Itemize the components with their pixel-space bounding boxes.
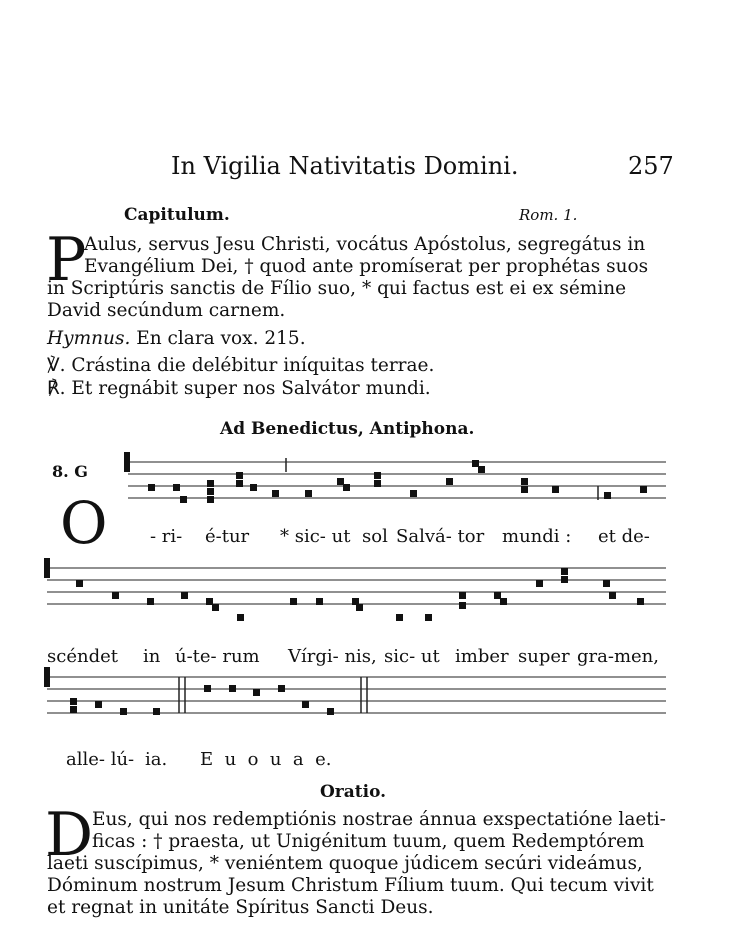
antiphon-mode: 8. G bbox=[52, 462, 88, 481]
antiphon-initial: O bbox=[60, 489, 108, 557]
lyric-differentia: E u o u a e. bbox=[200, 749, 332, 770]
lyric-syllable: gra-men, bbox=[577, 646, 659, 667]
oratio-line-2: ficas : † praesta, ut Unigénitum tuum, quem Redemptórem bbox=[92, 831, 645, 852]
lyric-syllable: super bbox=[518, 646, 570, 667]
lyric-syllable: ú-te- rum bbox=[175, 646, 260, 667]
lyric-syllable: * sic- ut bbox=[280, 526, 351, 547]
oratio-line-1: Eus, qui nos redemptiónis nostrae ánnua exspectatióne laeti- bbox=[92, 809, 666, 830]
capitulum-initial: P bbox=[46, 225, 87, 295]
oratio-line-3: laeti suscípimus, * veniéntem quoque júdicem secúri videámus, bbox=[47, 853, 643, 874]
lyric-syllable: imber bbox=[455, 646, 509, 667]
lyric-syllable: Salvá- tor bbox=[396, 526, 485, 547]
lyric-syllable: scéndet bbox=[47, 646, 118, 667]
lyric-syllable: ia. bbox=[145, 749, 168, 770]
hymnus-label: Hymnus. bbox=[47, 328, 131, 349]
response: ℟. Et regnábit super nos Salvátor mundi. bbox=[47, 378, 431, 399]
antiphon-heading: Ad Benedictus, Antiphona. bbox=[220, 419, 475, 439]
capitulum-line-2: Evangélium Dei, † quod ante promíserat per prophétas suos bbox=[84, 256, 649, 277]
page-number: 257 bbox=[628, 152, 674, 180]
lyric-syllable: et de- bbox=[598, 526, 650, 547]
oratio-line-5: et regnat in unitáte Spíritus Sancti Deus. bbox=[47, 897, 434, 918]
capitulum-line-1: Aulus, servus Jesu Christi, vocátus Apóstolus, segregátus in bbox=[84, 234, 646, 255]
lyric-syllable: mundi : bbox=[502, 526, 572, 547]
oratio-heading: Oratio. bbox=[320, 782, 387, 802]
versicle: ℣. Crástina die delébitur iníquitas terrae. bbox=[47, 355, 435, 376]
lyric-syllable: alle- lú- bbox=[66, 749, 135, 770]
capitulum-heading: Capitulum. bbox=[124, 205, 230, 225]
oratio-line-4: Dóminum nostrum Jesum Christum Fílium tuum. Qui tecum vivit bbox=[47, 875, 654, 896]
capitulum-line-3: in Scriptúris sanctis de Fílio suo, * qui factus est ei ex sémine bbox=[47, 278, 627, 299]
lyric-syllable: sol bbox=[362, 526, 388, 547]
running-head: In Vigilia Nativitatis Domini. bbox=[171, 152, 519, 180]
lyric-syllable: - ri- bbox=[150, 526, 183, 547]
lyric-syllable: Vírgi- nis, bbox=[288, 646, 377, 667]
lyric-syllable: in bbox=[143, 646, 161, 667]
capitulum-reference: Rom. 1. bbox=[519, 206, 578, 224]
oratio-initial: D bbox=[45, 800, 94, 870]
hymnus-text: En clara vox. 215. bbox=[136, 328, 306, 349]
lyric-syllable: é-tur bbox=[205, 526, 250, 547]
capitulum-line-4: David secúndum carnem. bbox=[47, 300, 286, 321]
lyric-syllable: sic- ut bbox=[384, 646, 440, 667]
